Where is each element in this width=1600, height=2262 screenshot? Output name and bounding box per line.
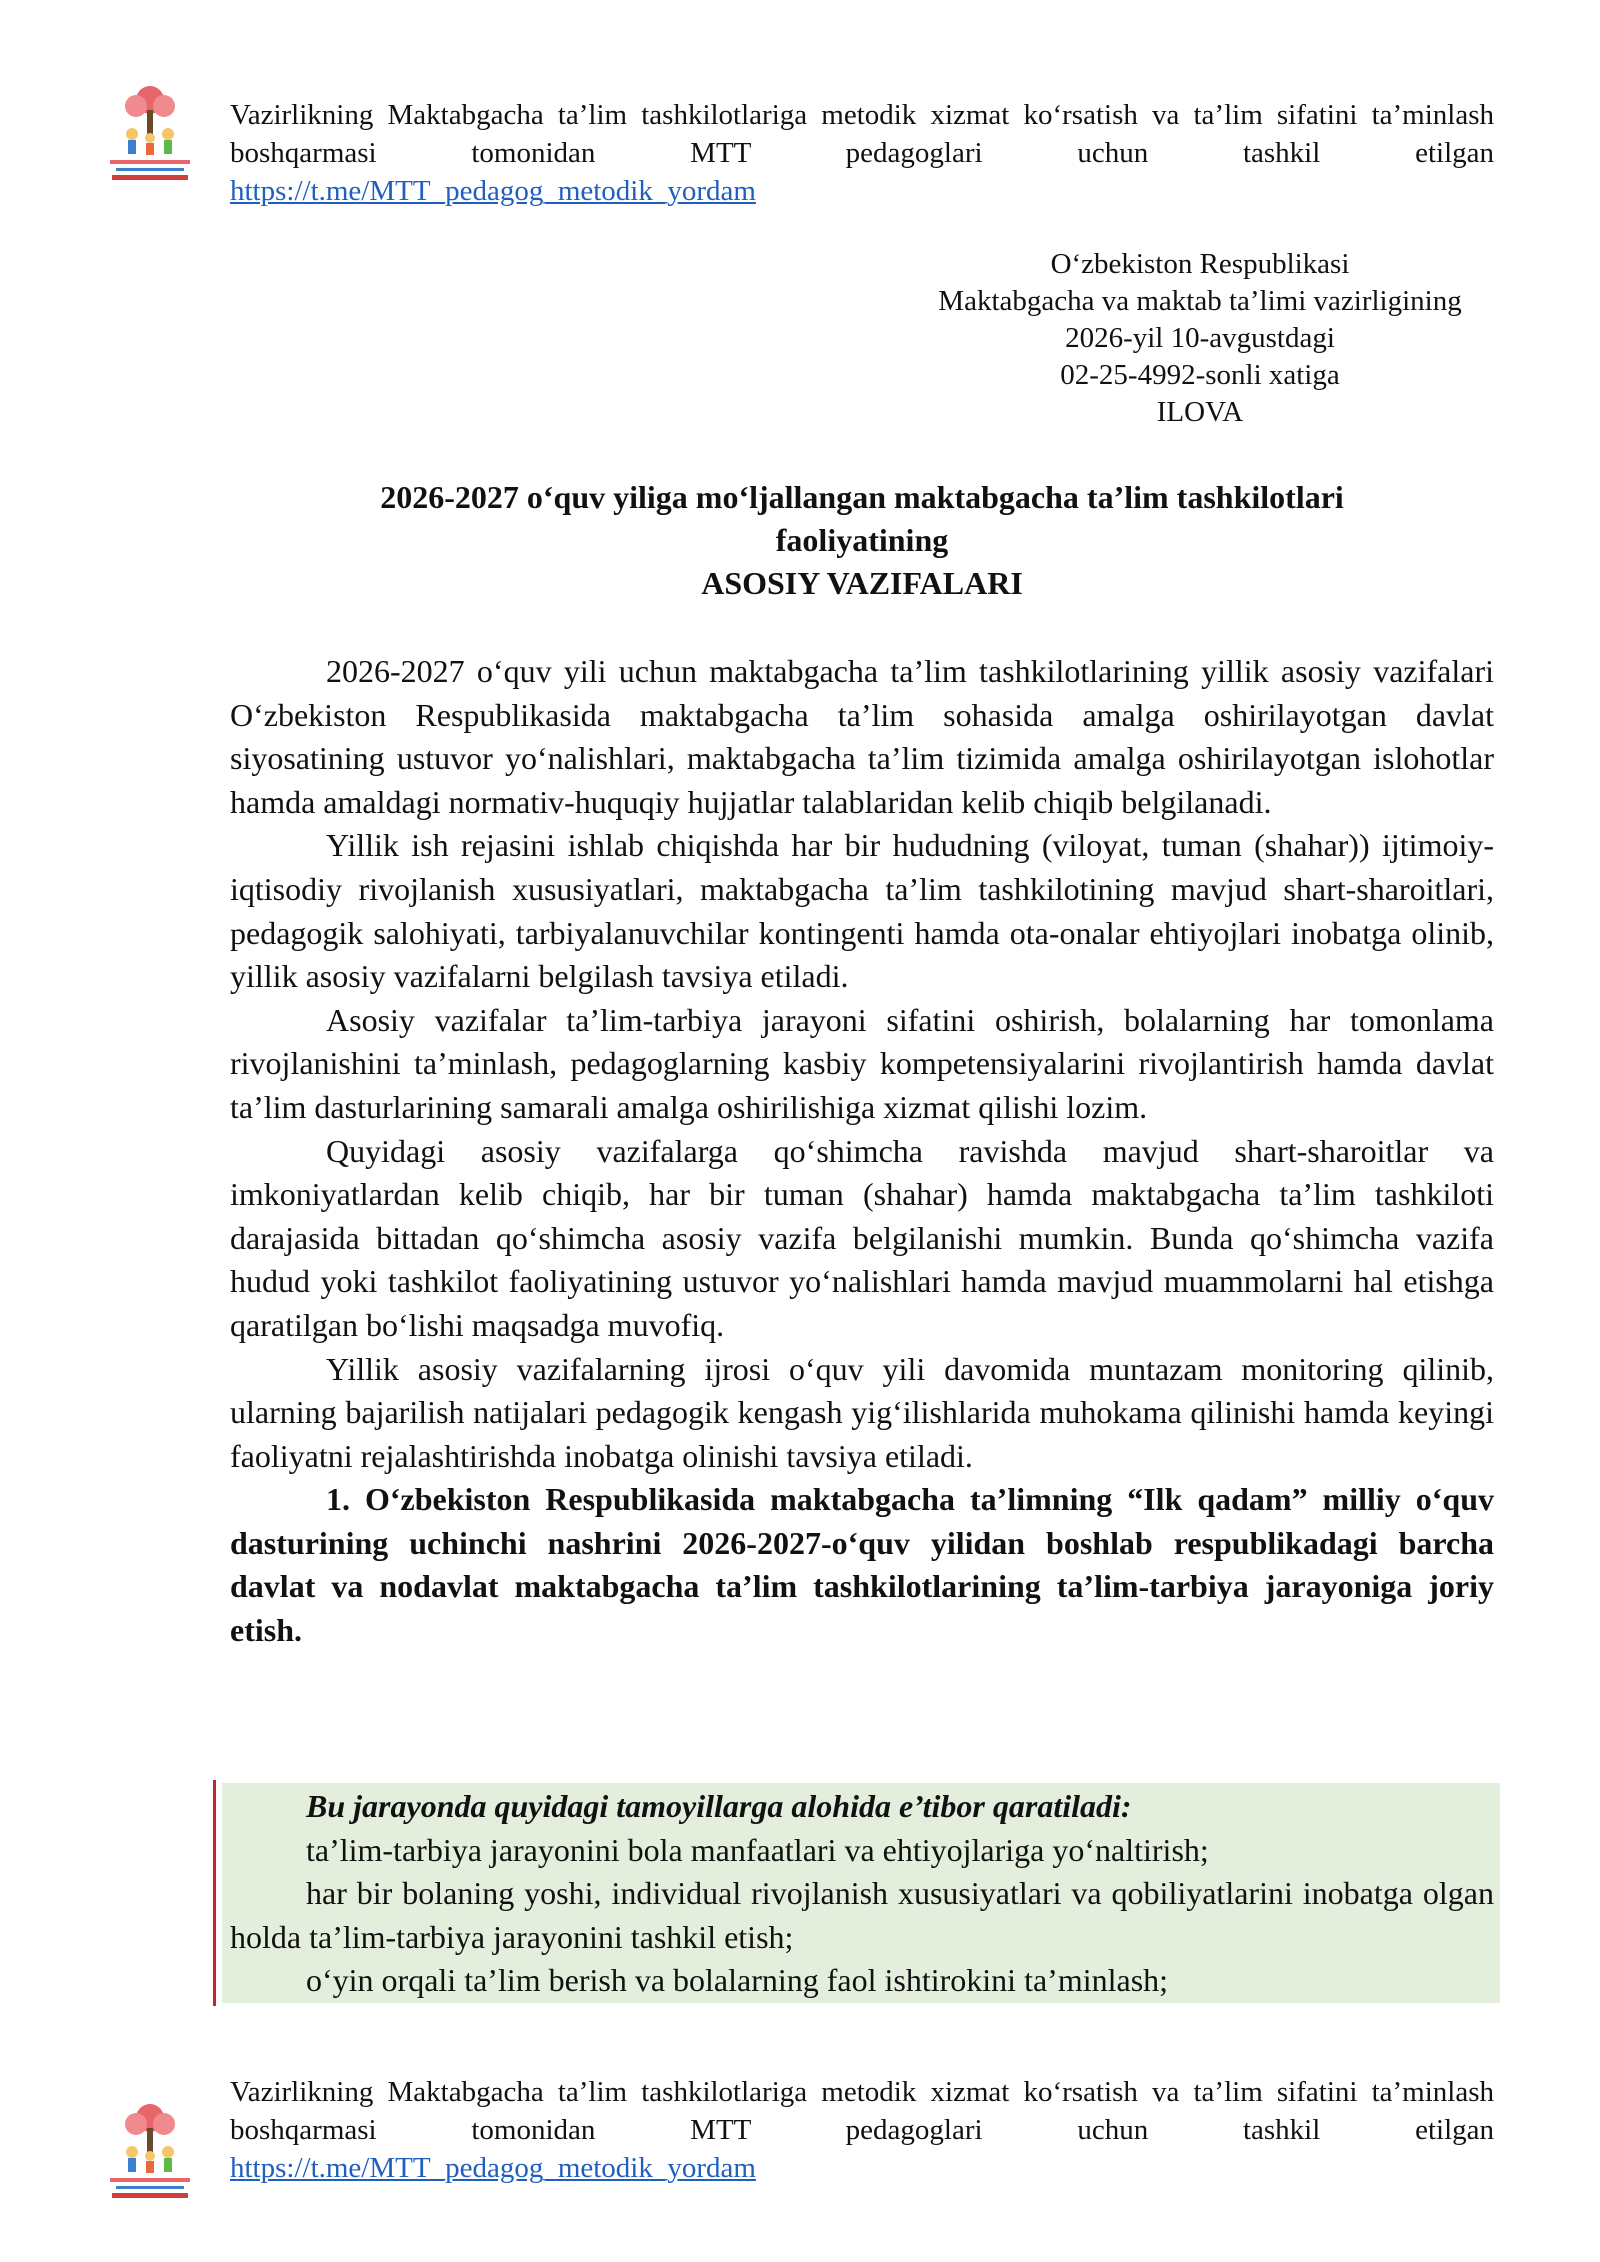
ilova-block <box>860 246 1540 431</box>
telegram-link[interactable]: https://t.me/MTT_pedagog_metodik_yordam <box>230 175 756 207</box>
metodik-yordam-logo <box>102 80 198 190</box>
title-heading: ASOSIY VAZIFALARI <box>701 565 1023 601</box>
paragraph: Yillik ish rejasini ishlab chiqishda har bir hududning (viloyat, tuman (shahar)) ijtimoiy-iqtisodiy rivojlanish xususiyatlari, maktabgacha ta’lim tashkilotining mavjud shart-sharoitlari, pedagogik salohiyati, tarbiyalanuvchilar kontingenti hamda ota-onalar ehtiyojlari inobatga olinib, yillik asosiy vazifalarni belgilash tavsiya etiladi. <box>230 827 1494 995</box>
ilova-line: Maktabgacha va maktab ta’limi vazirligining <box>938 285 1462 317</box>
highlight-left-bar <box>213 1780 216 2006</box>
ilova-line: O‘zbekiston Respublikasi <box>1050 248 1350 280</box>
header-text <box>230 96 1494 210</box>
paragraph: Asosiy vazifalar ta’lim-tarbiya jarayoni sifatini oshirish, bolalarning har tomonlama rivojlanishini ta’minlash, pedagoglarning kasbiy kompetensiyalarini rivojlantirish hamda davlat ta’lim dasturlarining samarali amalga oshirilishiga xizmat qilishi lozim. <box>230 1001 1494 1125</box>
title-line: 2026-2027 o‘quv yiliga mo‘ljallangan maktabgacha ta’lim tashkilotlari <box>380 479 1344 515</box>
principles-lead: Bu jarayonda quyidagi tamoyillarga alohida e’tibor qaratiladi: <box>306 1788 1132 1824</box>
footer-text <box>230 2073 1494 2187</box>
ilova-label: ILOVA <box>1156 396 1244 428</box>
footer-description: Vazirlikning Maktabgacha ta’lim tashkilotlariga metodik xizmat ko‘rsatish va ta’lim sifatini ta’minlash boshqarmasi tomonidan MTT pedagoglari uchun tashkil etilgan <box>230 2076 1494 2146</box>
task-heading: 1. O‘zbekiston Respublikasida maktabgacha ta’limning “Ilk qadam” milliy o‘quv dasturining uchinchi nashrini 2026-2027-o‘quv yilidan boshlab respublikadagi barcha davlat va nodavlat maktabgacha ta’lim tashkilotlarining ta’lim-tarbiya jarayoniga joriy etish. <box>230 1481 1494 1649</box>
paragraph: 2026-2027 o‘quv yili uchun maktabgacha ta’lim tashkilotlarining yillik asosiy vazifalari O‘zbekiston Respublikasida maktabgacha ta’lim sohasida amalga oshirilayotgan davlat siyosatining ustuvor yo‘nalishlari, maktabgacha ta’lim tizimida amalga oshirilayotgan islohotlar hamda amaldagi normativ-huquqiy hujjatlar talablaridan kelib chiqib belgilanadi. <box>230 653 1494 820</box>
paragraph: Quyidagi asosiy vazifalarga qo‘shimcha ravishda mavjud shart-sharoitlar va imkoniyatlardan kelib chiqib, har bir tuman (shahar) hamda maktabgacha ta’lim tashkiloti darajasida bittadan qo‘shimcha asosiy vazifa belgilanishi mumkin. Bunda qo‘shimcha vazifa hudud yoki tashkilot faoliyatining ustuvor yo‘nalishlari hamda mavjud muammolarni hal etishga qaratilgan bo‘lishi maqsadga muvofiq. <box>230 1132 1494 1343</box>
header-description: Vazirlikning Maktabgacha ta’lim tashkilotlariga metodik xizmat ko‘rsatish va ta’lim sifatini ta’minlash boshqarmasi tomonidan MTT pedagoglari uchun tashkil etilgan <box>230 99 1494 169</box>
telegram-link[interactable]: https://t.me/MTT_pedagog_metodik_yordam <box>230 2152 756 2184</box>
document-title <box>230 476 1494 605</box>
ilova-line: 2026-yil 10-avgustdagi <box>1065 322 1335 354</box>
principle-item: ta’lim-tarbiya jarayonini bola manfaatlari va ehtiyojlariga yo‘naltirish; <box>306 1831 1209 1868</box>
metodik-yordam-logo <box>102 2098 198 2208</box>
principle-item: har bir bolaning yoshi, individual rivojlanish xususiyatlari va qobiliyatlarini inobatga olgan holda ta’lim-tarbiya jarayonini tashkil etish; <box>230 1875 1494 1955</box>
paragraph: Yillik asosiy vazifalarning ijrosi o‘quv yili davomida muntazam monitoring qilinib, ularning bajarilish natijalari pedagogik kengash yig‘ilishlarida muhokama qilinishi hamda keyingi faoliyatni rejalashtirishda inobatga olinishi tavsiya etiladi. <box>230 1350 1494 1474</box>
title-line: faoliyatining <box>775 522 949 558</box>
ilova-line: 02-25-4992-sonli xatiga <box>1060 359 1340 391</box>
document-body <box>230 650 1494 1653</box>
principle-item: o‘yin orqali ta’lim berish va bolalarning faol ishtirokini ta’minlash; <box>306 1962 1169 1999</box>
principles-block <box>230 1785 1494 2003</box>
